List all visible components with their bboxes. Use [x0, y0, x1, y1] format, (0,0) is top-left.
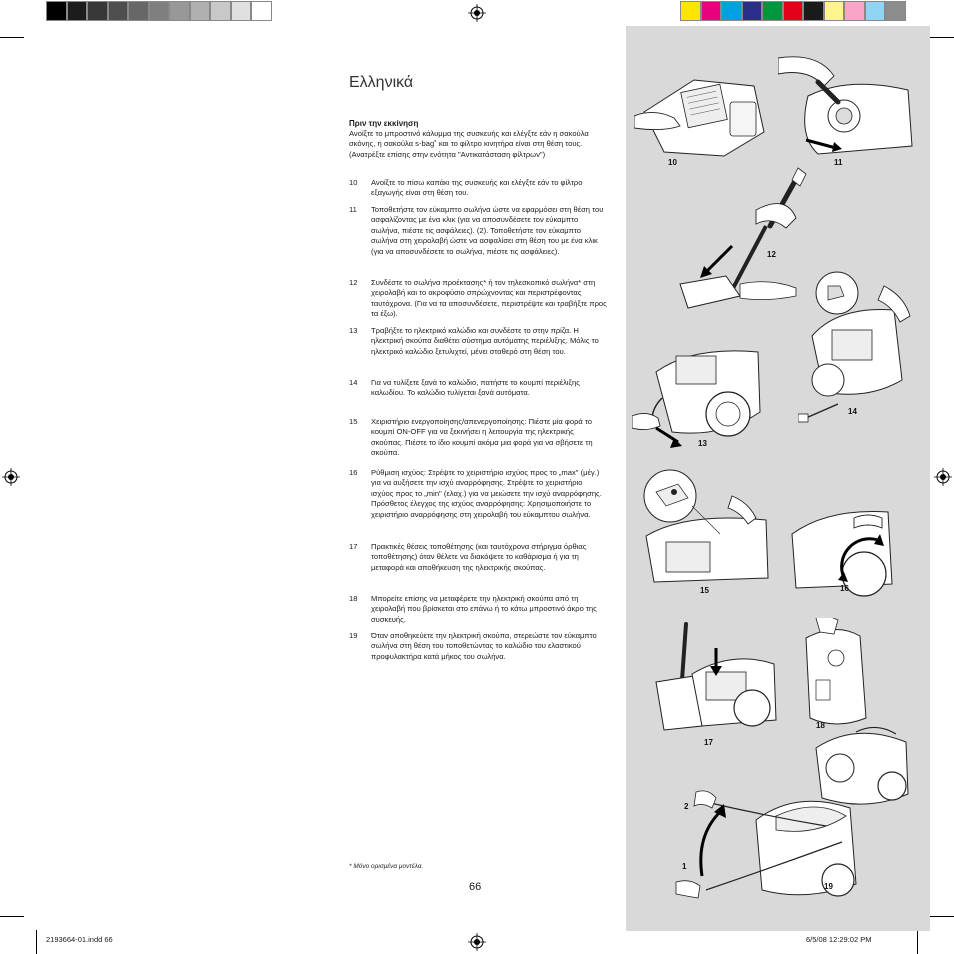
step-number: 13: [349, 326, 358, 335]
figure-marker: 2: [684, 802, 689, 811]
color-swatch: [803, 1, 824, 21]
color-swatch: [824, 1, 845, 21]
registration-target-icon: [468, 4, 486, 22]
step-number: 10: [349, 178, 358, 187]
figure-17-illustration: [642, 620, 782, 732]
color-swatch: [865, 1, 886, 21]
step-number: 16: [349, 468, 358, 477]
color-swatch: [721, 1, 742, 21]
figure-label: 10: [668, 158, 677, 167]
step-number: 18: [349, 594, 358, 603]
crop-mark: [0, 37, 24, 38]
figure-18-illustration: [796, 618, 916, 814]
step-text: Όταν αποθηκεύετε την ηλεκτρική σκούπα, στερεώστε τον εύκαμπτο σωλήνα στη θέση του τοποθετώντας το καλώδιο του ελαστικού προφυλακτήρα κατά μήκος του σωλήνα.: [371, 631, 597, 661]
grayscale-bar: [46, 1, 272, 21]
step-text: Τοποθετήστε τον εύκαμπτο σωλήνα ώστε να εφαρμόσει στη θέση του ασφαλίζοντας με ένα κλικ (για να αποσυνδέσετε τον εύκαμπτο σωλήνα, πιέστε τις ασφάλειες). (2). Τοποθετήστε τον εύκαμπτο σωλήνα στη χειρολαβή ώστε να ασφαλίσει στη θέση του με ένα κλικ (για να αποσυνδέσετε το σωλήνα, πιέστε τις ασφάλειες).: [371, 205, 604, 256]
figure-label: 18: [816, 721, 825, 730]
crop-mark: [930, 37, 954, 38]
step-item: [349, 178, 607, 199]
registration-target-icon: [2, 468, 20, 486]
step-item: [349, 542, 607, 573]
color-swatch: [87, 1, 108, 21]
figure-label: 17: [704, 738, 713, 747]
step-item: [349, 278, 607, 320]
step-item: [349, 417, 607, 459]
intro-paragraph: Ανοίξτε το μπροστινό κάλυμμα της συσκευής και ελέγξτε εάν η σακούλα σκόνης, η σακούλα s-bag˚ και το φίλτρο κινητήρα είναι στη θέση τους. (Ανατρέξτε επίσης στην ενότητα "Αντικατάσταση φίλτρων"): [349, 129, 589, 159]
color-bar: [680, 1, 906, 21]
figure-label: 11: [834, 158, 843, 167]
crop-mark: [917, 930, 918, 954]
figure-10-illustration: [634, 72, 770, 158]
step-text: Για να τυλίξετε ξανά το καλώδιο, πατήστε το κουμπί περιέλιξης καλωδίου. Το καλώδιο τυλίγεται ξανά αυτόματα.: [371, 378, 580, 398]
step-text: Συνδέστε το σωλήνα προέκτασης* ή τον τηλεσκοπικό σωλήνα* στη χειρολαβή και το ακροφύσιο σπρώχνοντας και περιστρέφοντας ταυτόχρονα. (Για να τα αποσυνδέσετε, περιστρέψτε και τραβήξτε προς τα έξω).: [371, 278, 607, 319]
step-text: Τραβήξτε το ηλεκτρικό καλώδιο και συνδέστε το στην πρίζα. Η ηλεκτρική σκούπα διαθέτει σύστημα αυτόματης περιέλιξης. Μόλις το ηλεκτρικό καλώδιο ξετυλιχτεί, μένει σταθερό στη θέση του.: [371, 326, 599, 356]
step-number: 15: [349, 417, 358, 426]
color-swatch: [251, 1, 272, 21]
footnote: * Μόνο ορισμένα μοντέλα.: [349, 863, 424, 870]
figure-label: 13: [698, 439, 707, 448]
step-text: Πρακτικές θέσεις τοποθέτησης (και ταυτόχρονα στήριγμα όρθιας τοποθέτησης) όταν θέλετε να διακόψετε το καθάρισμα ή για τη μεταφορά και αποθήκευση της ηλεκτρικής σκούπας.: [371, 542, 587, 572]
color-swatch: [149, 1, 170, 21]
step-item: [349, 205, 607, 257]
color-swatch: [128, 1, 149, 21]
step-text: Ανοίξτε το πίσω καπάκι της συσκευής και ελέγξτε εάν το φίλτρο εξαγωγής είναι στη θέση του.: [371, 178, 583, 198]
print-slug-file: 2193664-01.indd 66: [46, 935, 113, 944]
figure-label: 16: [840, 584, 849, 593]
color-swatch: [108, 1, 129, 21]
color-swatch: [190, 1, 211, 21]
step-number: 12: [349, 278, 358, 287]
registration-target-icon: [934, 468, 952, 486]
step-number: 17: [349, 542, 358, 551]
color-swatch: [885, 1, 906, 21]
figure-11-illustration: [778, 56, 918, 156]
step-item: [349, 326, 607, 357]
figure-12-illustration: [670, 166, 810, 316]
print-slug-date: 6/5/08 12:29:02 PM: [806, 935, 872, 944]
color-swatch: [742, 1, 763, 21]
figure-16-illustration: [788, 504, 918, 604]
registration-target-icon: [468, 933, 486, 951]
color-swatch: [762, 1, 783, 21]
step-item: [349, 631, 607, 662]
figure-label: 14: [848, 407, 857, 416]
step-text: Ρύθμιση ισχύος: Στρέψτε το χειριστήριο ισχύος προς το „max" (μέγ.) για να αυξήσετε την ισχύ αναρρόφησης. Στρέψτε το χειριστήριο ισχύος προς το „min" (ελαχ.) για να μειώσετε την ισχύ αναρρόφησης. Πρόσθετος έλεγχος της ισχύος αναρρόφησης: Χρησιμοποιήστε το χειριστήριο αναρρόφησης στη χειρολαβή του εύκαμπτου σωλήνα.: [371, 468, 602, 519]
color-swatch: [231, 1, 252, 21]
figure-label: 19: [824, 882, 833, 891]
step-number: 11: [349, 205, 357, 214]
figure-label: 15: [700, 586, 709, 595]
color-swatch: [783, 1, 804, 21]
illustration-panel: [626, 26, 930, 931]
color-swatch: [67, 1, 88, 21]
color-swatch: [844, 1, 865, 21]
figure-13-illustration: [632, 342, 764, 452]
step-item: [349, 468, 607, 520]
page-number: 66: [469, 881, 482, 893]
color-swatch: [210, 1, 231, 21]
step-item: [349, 378, 607, 399]
step-text: Μπορείτε επίσης να μεταφέρετε την ηλεκτρική σκούπα από τη χειρολαβή που βρίσκεται στο επάνω ή το κάτω μπροστινό άκρο της συσκευής.: [371, 594, 597, 624]
step-number: 14: [349, 378, 358, 387]
section-heading: Πριν την εκκίνηση: [349, 119, 419, 128]
color-swatch: [169, 1, 190, 21]
step-text: Χειριστήριο ενεργοποίησης/απενεργοποίησης: Πιέστε μία φορά το κουμπί ON-OFF για να ξεκινήσει η λειτουργία της ηλεκτρικής σκούπας. Πιέστε το ίδιο κουμπί ακόμα μια φορά για να σβήσετε τη σκούπα.: [371, 417, 593, 458]
crop-mark: [36, 930, 37, 954]
language-title: Ελληνικά: [349, 74, 414, 91]
color-swatch: [701, 1, 722, 21]
figure-19-illustration: [666, 786, 876, 906]
step-item: [349, 594, 607, 625]
crop-mark: [930, 916, 954, 917]
figure-14-illustration: [798, 266, 922, 426]
figure-label: 12: [767, 250, 776, 259]
color-swatch: [46, 1, 67, 21]
figure-marker: 1: [682, 862, 687, 871]
step-number: 19: [349, 631, 358, 640]
color-swatch: [680, 1, 701, 21]
figure-15-illustration: [636, 466, 776, 586]
crop-mark: [0, 916, 24, 917]
